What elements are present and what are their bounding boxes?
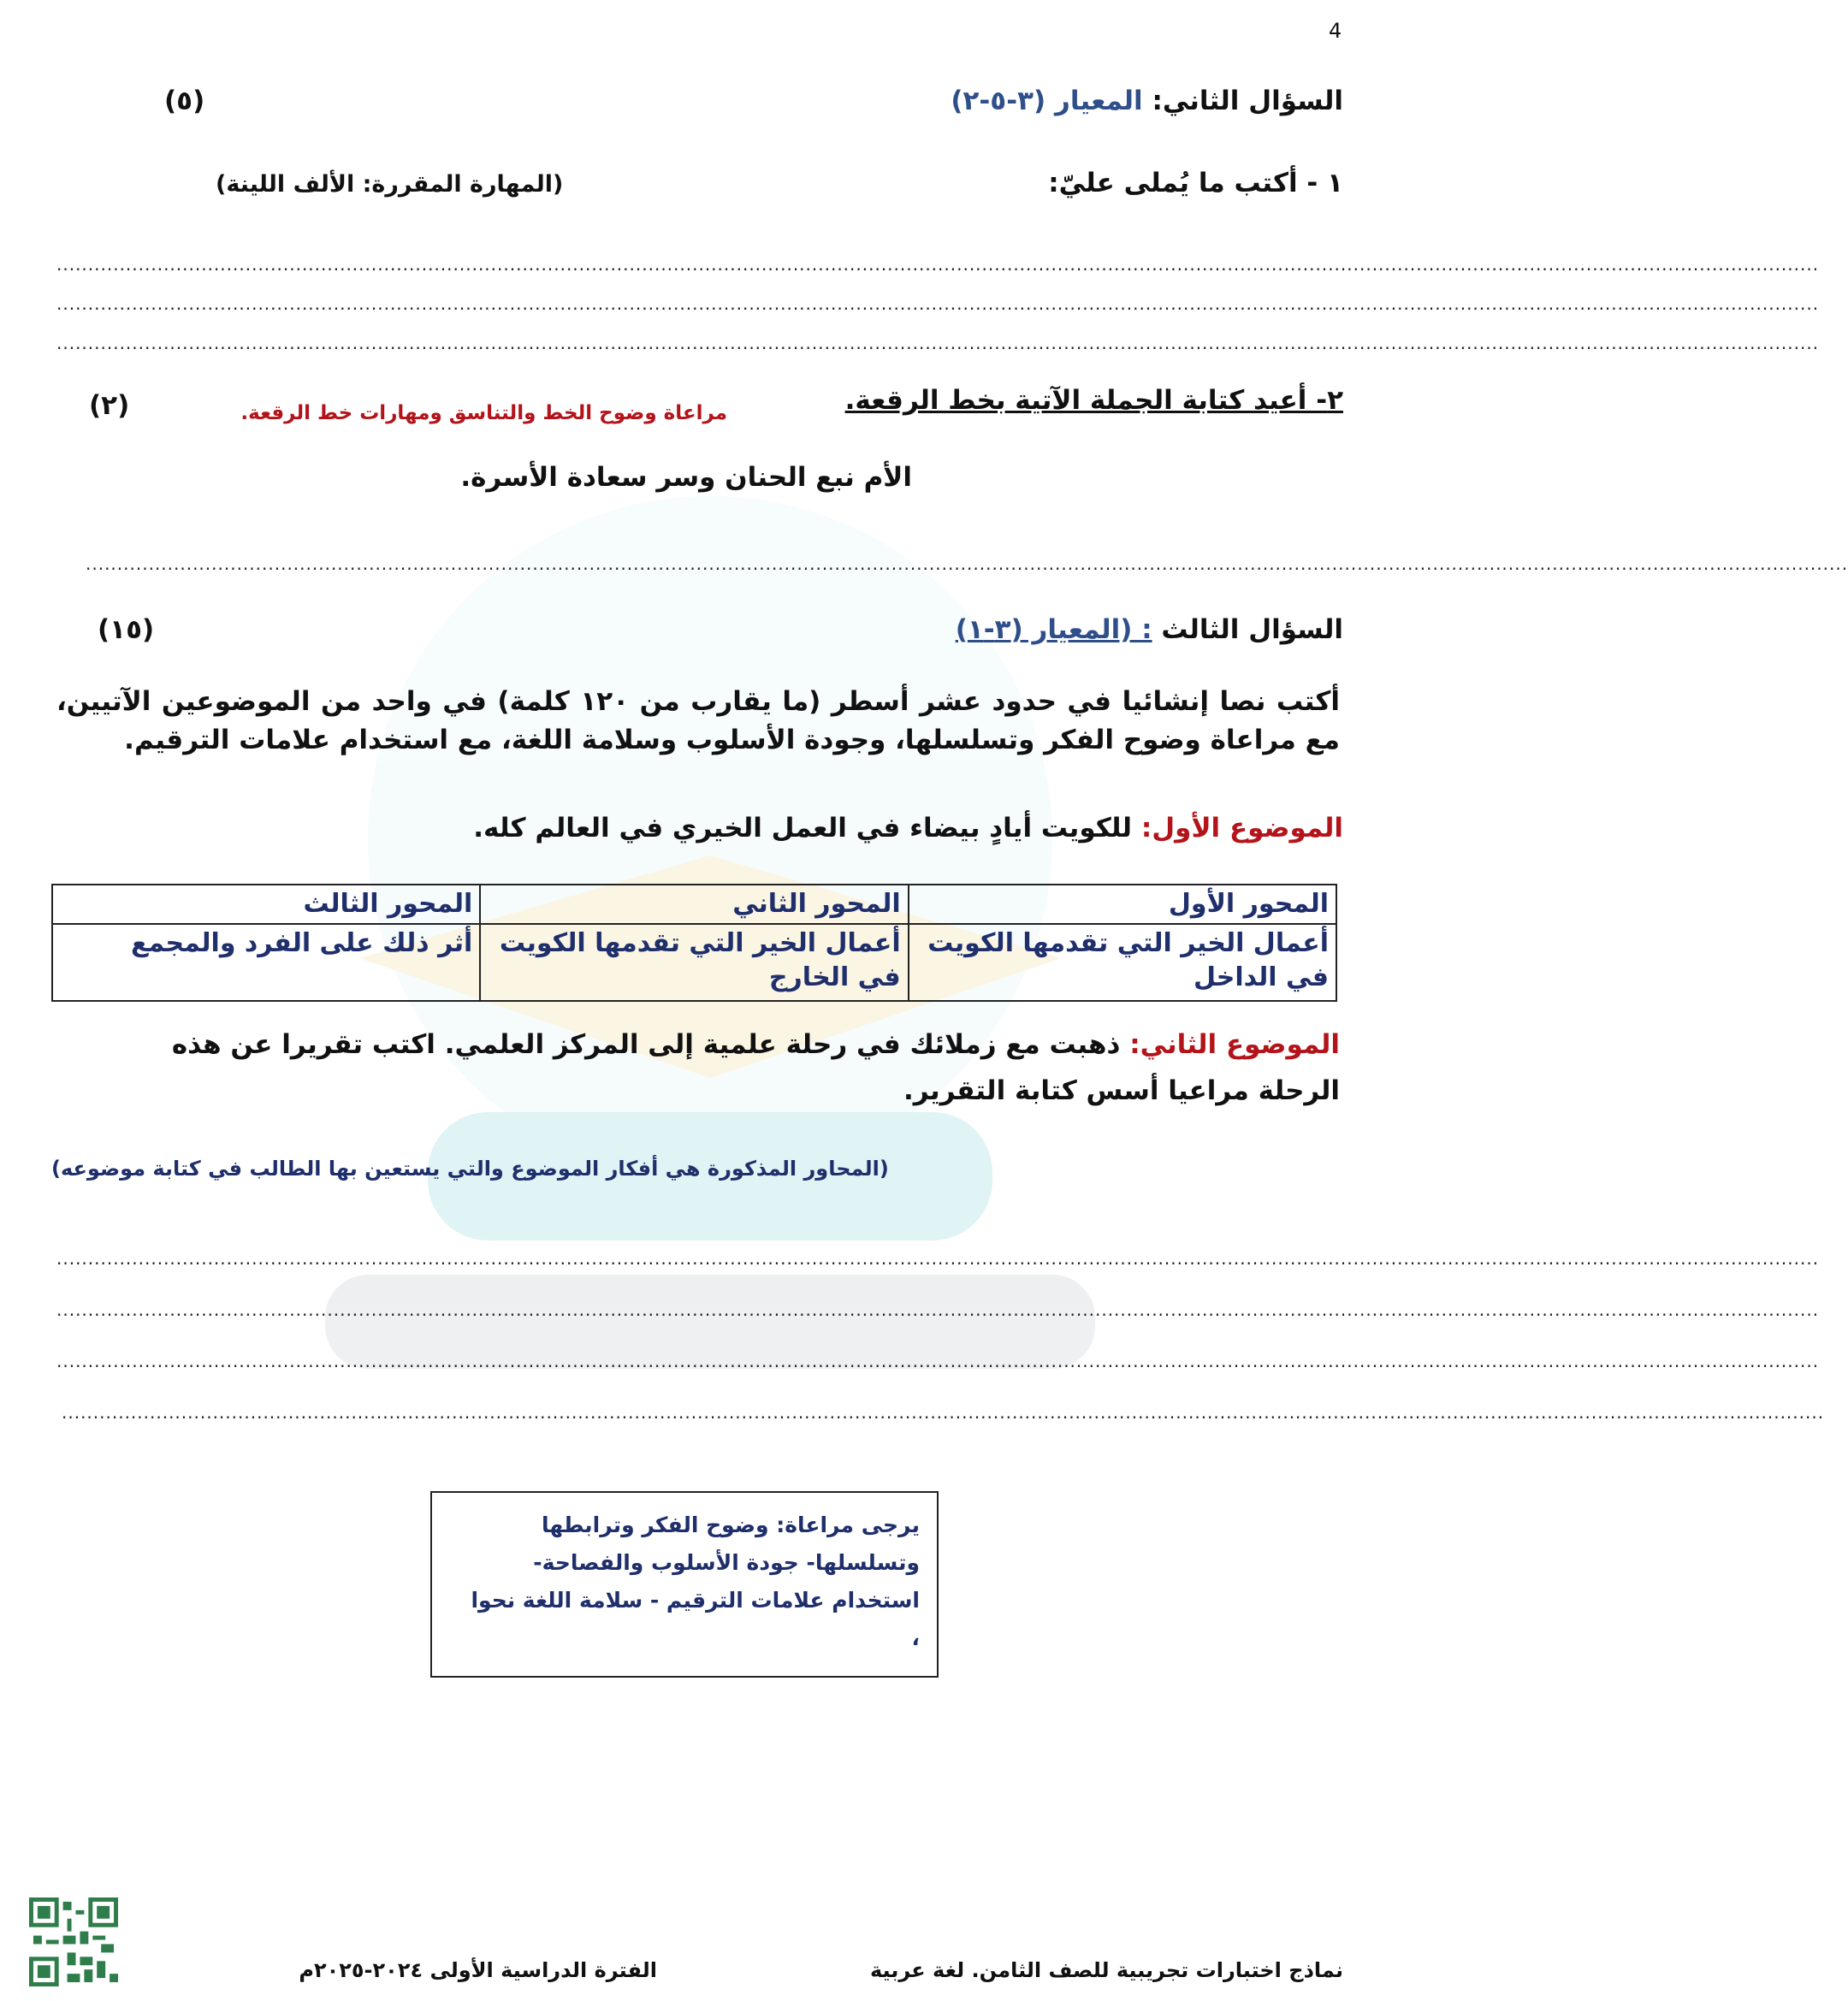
axis-header: المحور الثاني <box>480 885 908 924</box>
q3-instruction: أكتب نصا إنشائيا في حدود عشر أسطر (ما يقارب من ١٢٠ كلمة) في واحد من الموضوعين الآتيين، مع مراعاة وضوح الفكر وتسلسلها، وجودة الأسلوب وسلامة اللغة، مع استخدام علامات الترقيم. <box>56 686 1340 755</box>
note-line: استخدام علامات الترقيم - سلامة اللغة نحوا <box>471 1588 920 1613</box>
writing-line[interactable]: ........................................................................................................................................................................................................................................................................................ <box>56 293 1820 314</box>
q2-item2-mark: (٢) <box>89 390 130 421</box>
writing-line[interactable]: ........................................................................................................................................................................................................................................................................................ <box>56 1248 1820 1269</box>
page-number: 4 <box>1329 19 1342 43</box>
axis-value: أعمال الخير التي تقدمها الكويت في الداخل <box>909 924 1336 1001</box>
axis-header: المحور الثالث <box>52 885 480 924</box>
writing-line[interactable]: ........................................................................................................................................................................................................................................................................................ <box>56 1351 1820 1371</box>
q2-title-prefix: السؤال الثاني: <box>1152 86 1343 116</box>
q2-item2: ٢- أعيد كتابة الجملة الآتية بخط الرقعة. <box>844 385 1343 416</box>
axes-note: (المحاور المذكورة هي أفكار الموضوع والتي يستعين بها الطالب في كتابة موضوعه) <box>51 1157 889 1181</box>
axis-header: المحور الأول <box>909 885 1336 924</box>
q3-topic1 <box>473 813 1343 844</box>
topic2-label: الموضوع الثاني: <box>1129 1029 1340 1060</box>
q3-standard: : (المعيار (٣-١) <box>955 614 1152 645</box>
q2-standard: المعيار (٣-٥-٢) <box>951 86 1143 116</box>
axis-value: أثر ذلك على الفرد والمجمع <box>52 924 480 1001</box>
q3-title <box>956 614 1343 645</box>
q3-title-prefix: السؤال الثالث <box>1161 614 1343 645</box>
axes-table <box>51 884 1337 1002</box>
footer-title: نماذج اختبارات تجريبية للصف الثامن. لغة عربية <box>869 1958 1343 1982</box>
note-line: يرجى مراعاة: وضوح الفكر وترابطها <box>542 1513 920 1537</box>
q2-item2-note: مراعاة وضوح الخط والتناسق ومهارات خط الرقعة. <box>240 402 727 424</box>
topic2-text: ذهبت مع زملائك في رحلة علمية إلى المركز العلمي. اكتب تقريرا عن هذه الرحلة مراعيا أسس كتابة التقرير. <box>171 1029 1340 1106</box>
topic1-label: الموضوع الأول: <box>1140 813 1343 844</box>
q2-item1: ١ - أكتب ما يُملى عليّ: <box>1048 168 1343 198</box>
writing-line[interactable]: ........................................................................................................................................................................................................................................................................................ <box>56 1299 1820 1320</box>
topic1-text: للكويت أيادٍ بيضاء في العمل الخيري في العالم كله. <box>473 813 1133 844</box>
writing-line[interactable]: ........................................................................................................................................................................................................................................................................................ <box>56 333 1820 353</box>
q2-sentence: الأم نبع الحنان وسر سعادة الأسرة. <box>460 462 912 493</box>
q3-mark: (١٥) <box>98 614 155 645</box>
note-box <box>430 1491 939 1678</box>
writing-line[interactable]: ........................................................................................................................................................................................................................................................................................ <box>56 254 1820 275</box>
q2-item1-skill: (المهارة المقررة: الألف اللينة) <box>216 171 564 198</box>
qr-code-icon <box>29 1897 118 1986</box>
q2-title <box>951 86 1343 116</box>
note-line: ، <box>911 1625 920 1650</box>
footer-period: الفترة الدراسية الأولى ٢٠٢٤-٢٠٢٥م <box>299 1958 657 1982</box>
table-row <box>52 885 1336 924</box>
axis-value: أعمال الخير التي تقدمها الكويت في الخارج <box>480 924 908 1001</box>
writing-line[interactable]: ........................................................................................................................................................................................................................................................................................ <box>86 554 1848 574</box>
writing-line[interactable]: ........................................................................................................................................................................................................................................................................................ <box>62 1402 1825 1423</box>
note-line: وتسلسلها- جودة الأسلوب والفصاحة- <box>533 1550 920 1575</box>
q2-mark: (٥) <box>164 86 205 116</box>
table-row <box>52 924 1336 1001</box>
q3-topic2 <box>103 1021 1340 1114</box>
